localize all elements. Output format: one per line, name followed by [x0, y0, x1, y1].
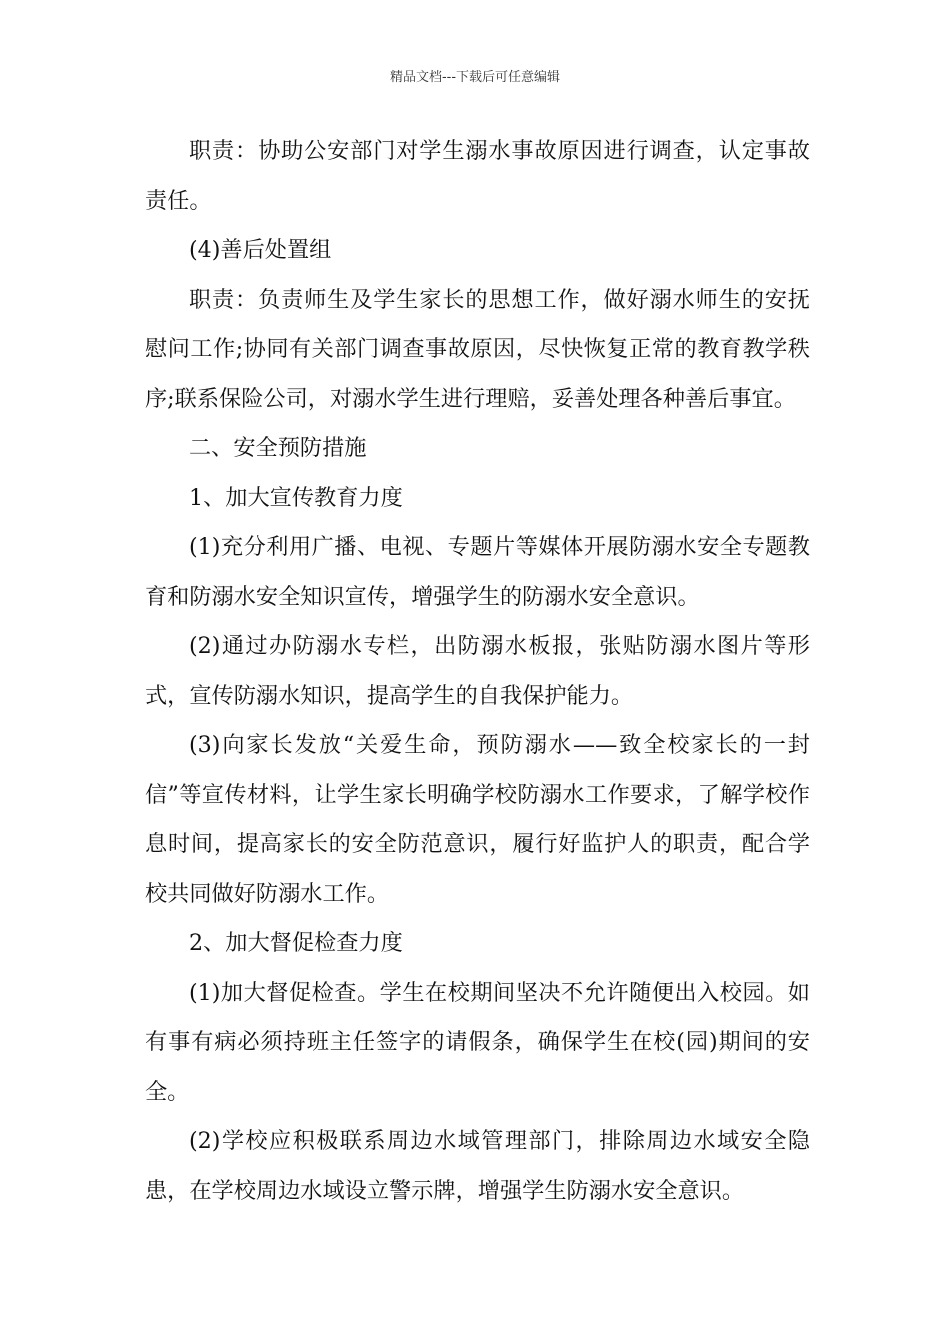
paragraph-duty-aftermath: 职责：负责师生及学生家长的思想工作，做好溺水师生的安抚慰问工作;协同有关部门调查事故原因，尽快恢复正常的教育教学秩序;联系保险公司，对溺水学生进行理赔，妥善处理各种善后事宜。 — [145, 286, 810, 412]
heading-supervision: 2、加大督促检查力度 — [189, 930, 403, 956]
heading-aftermath-team: (4)善后处置组 — [189, 237, 332, 263]
document-body — [145, 127, 810, 1216]
page-header: 精品文档---下载后可任意编辑 — [389, 70, 561, 85]
paragraph-duty-investigation: 职责：协助公安部门对学生溺水事故原因进行调查，认定事故责任。 — [145, 138, 810, 214]
heading-publicity-education: 1、加大宣传教育力度 — [189, 484, 403, 511]
paragraph-campus-check: (1)加大督促检查。学生在校期间坚决不允许随便出入校园。如有事有病必须持班主任签字的请假条，确保学生在校(园)期间的安全。 — [145, 979, 810, 1105]
paragraph-column-board: (2)通过办防溺水专栏，出防溺水板报，张贴防溺水图片等形式，宣传防溺水知识，提高学生的自我保护能力。 — [145, 633, 810, 709]
paragraph-parent-letter: (3)向家长发放“关爱生命，预防溺水——致全校家长的一封信”等宣传材料，让学生家长明确学校防溺水工作要求，了解学校作息时间，提高家长的安全防范意识，履行好监护人的职责，配合学校共同做好防溺水工作。 — [145, 732, 810, 907]
paragraph-water-area: (2)学校应积极联系周边水域管理部门，排除周边水域安全隐患，在学校周边水域设立警示牌，增强学生防溺水安全意识。 — [145, 1128, 810, 1204]
heading-safety-measures: 二、安全预防措施 — [189, 435, 367, 461]
paragraph-media-education: (1)充分利用广播、电视、专题片等媒体开展防溺水安全专题教育和防溺水安全知识宣传，增强学生的防溺水安全意识。 — [145, 534, 810, 610]
